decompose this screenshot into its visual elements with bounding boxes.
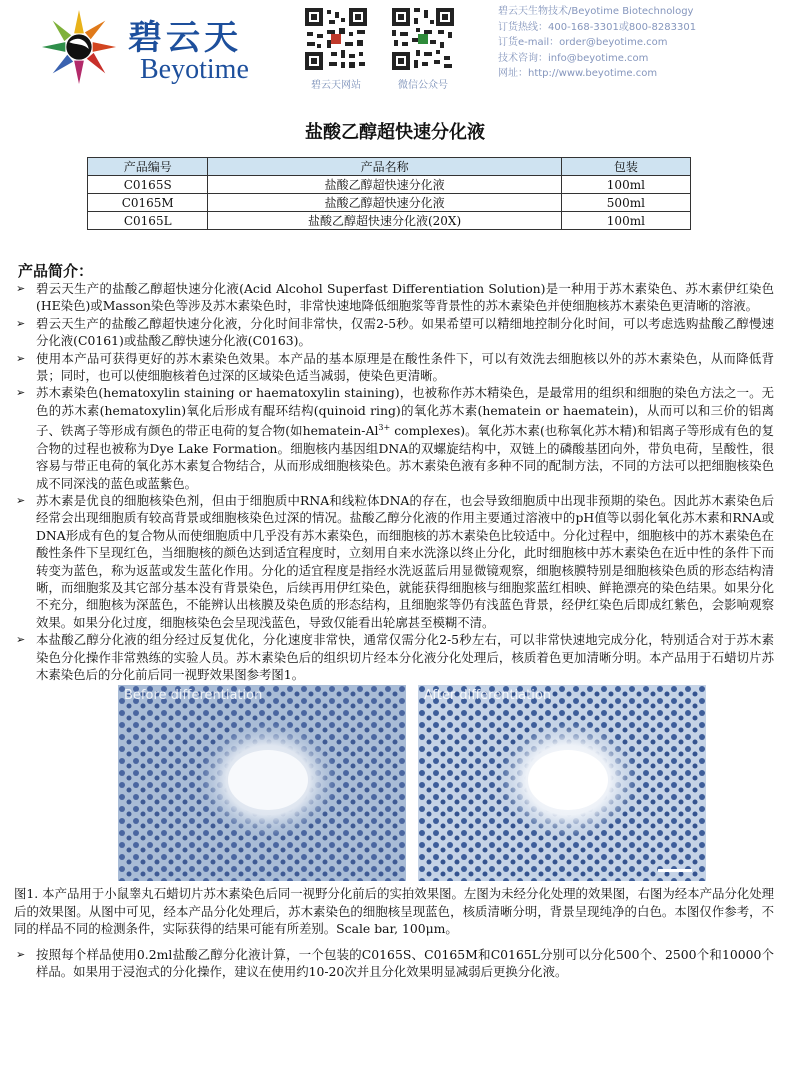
- cell-name: 盐酸乙醇超快速分化液: [208, 176, 561, 194]
- cell-name: 盐酸乙醇超快速分化液(20X): [208, 212, 561, 230]
- bullet-arrow-icon: ➢: [16, 351, 26, 365]
- intro-bullet: [14, 946, 774, 981]
- wechat-qr-code[interactable]: [390, 6, 456, 72]
- contact-info: [498, 4, 758, 82]
- bullet-arrow-icon: ➢: [16, 633, 26, 647]
- section-title-intro: 产品简介：: [18, 262, 94, 280]
- cell-code: C0165L: [88, 212, 208, 230]
- cell-package: 500ml: [561, 194, 690, 212]
- bullet-text: 苏木素染色(hematoxylin staining or haematoxylin staining)，也被称作苏木精染色，是最常用的组织和细胞的染色方法之一。无色的苏木素(hematoxylin)氧化后形成有醌环结构(quinoid ring)的氧化苏木素(hematein or haematein)，从而可以和三价的铝离子、铁离子等形成有颜色的带正电荷的复合物(如hematein-Al: [36, 385, 774, 439]
- website-qr-code[interactable]: [303, 6, 369, 72]
- table-row: [88, 194, 691, 212]
- brand-name-cn: 碧云天: [128, 18, 242, 58]
- intro-bullet: [14, 315, 774, 350]
- bullet-text: 苏木素是优良的细胞核染色剂，但由于细胞质中RNA和线粒体DNA的存在，也会导致细胞质中出现非预期的染色。因此苏木素染色后经常会出现细胞质有较高背景或细胞核染色过深的情况。盐酸乙醇分化液的作用主要通过溶液中的pH值等以弱化氧化苏木素和RNA或DNA形成有色的复合物从而使细胞质中几乎没有苏木素染色，而细胞核的苏木素染色比较适中。分化过程中，细胞核中的苏木素染色在酸性条件下呈现红色，当细胞核的颜色达到适宜程度时，立刻用自来水洗涤以终止分化，此时细胞核中苏木素染色在近中性的条件下而转变为蓝色，称为返蓝或发生蓝化作用。分化的适宜程度是指经水洗返蓝后用显微镜观察，细胞核膜特别是细胞核染色质的形态结构清晰，而细胞浆及其它部分基本没有背景染色，后续再用伊红染色，就能获得细胞核与细胞浆蓝红相映、鲜艳漂亮的染色结果。如果分化不充分，细胞核为深蓝色，不能辨认出核膜及染色质的形态结构，且细胞浆等仍有浅蓝色背景，经伊红染色后即成红紫色，会影响观察效果。如果分化过度，细胞核染色会呈现浅蓝色，导致仅能看出轮廓甚至模糊不清。: [36, 493, 774, 630]
- header: [0, 0, 790, 90]
- page-title: 盐酸乙醇超快速分化液: [305, 122, 485, 143]
- brand-name-en: Beyotime: [140, 54, 249, 85]
- superscript: 3+: [378, 423, 391, 433]
- product-table: [87, 157, 691, 230]
- intro-bullet: [14, 384, 774, 492]
- website-url[interactable]: 网址：http://www.beyotime.com: [498, 68, 658, 79]
- header-product-name: 产品名称: [208, 158, 561, 176]
- cell-package: 100ml: [561, 176, 690, 194]
- cell-code: C0165M: [88, 194, 208, 212]
- header-product-code: 产品编号: [88, 158, 208, 176]
- intro-bullet: [14, 350, 774, 385]
- bullet-text: complexes)。氧化苏木素(也称氧化苏木精)和铝离子等形成有色的复合物的过程也被称为Dye Lake Formation。细胞核内基因组DNA的双螺旋结构中，双链上的磷酸基团向外，带负电荷，呈酸性，很容易与带正电荷的氧化苏木素复合物结合，从而形成细胞核染色。苏木素染色液有多种不同的配制方法，不同的方法可以把细胞核染色成不同深浅的蓝色或蓝紫色。: [36, 423, 774, 491]
- order-hotline: 订货热线：400-168-3301或800-8283301: [498, 21, 697, 33]
- bullet-text: 本盐酸乙醇分化液的组分经过反复优化，分化速度非常快，通常仅需分化2-5秒左右，可以非常快速地完成分化，特别适合对于苏木素染色分化操作非常熟练的实验人员。苏木素染色后的组织切片经本分化液分化处理后，核质着色更加清晰分明。本产品用于石蜡切片苏木素染色后的分化前后同一视野效果图参考图1。: [36, 632, 774, 683]
- tissue-micrograph: [118, 685, 406, 881]
- intro-body: [14, 280, 774, 981]
- bullet-arrow-icon: ➢: [16, 947, 26, 961]
- before-differentiation-image: [118, 685, 406, 881]
- figure-1: [118, 685, 708, 881]
- tech-support-email[interactable]: 技术咨询：info@beyotime.com: [498, 52, 649, 64]
- figure-caption: 图1. 本产品用于小鼠睾丸石蜡切片苏木素染色后同一视野分化前后的实拍效果图。左图为未经分化处理的效果图，右图为经本产品分化处理后的效果图。从图中可见，经本产品分化处理后，苏木素染色的细胞核呈现蓝色，核质清晰分明，背景呈现纯净的白色。本图仅作参考，不同的样品不同的检测条件，实际获得的结果可能有所差别。Scale bar, 100μm。: [14, 886, 774, 937]
- bullet-text: 碧云天生产的盐酸乙醇超快速分化液(Acid Alcohol Superfast Differentiation Solution)是一种用于苏木素染色、苏木素伊红染色(HE染色)或Masson染色等涉及苏木素染色时，非常快速地降低细胞浆等背景性的苏木素染色并使细胞核苏木素染色更清晰的溶液。: [36, 281, 774, 314]
- bullet-arrow-icon: ➢: [16, 316, 26, 330]
- tissue-micrograph: [418, 685, 706, 881]
- before-label: Before differentiation: [124, 688, 263, 704]
- bullet-arrow-icon: ➢: [16, 282, 26, 295]
- table-row: [88, 212, 691, 230]
- beyotime-logo: [40, 8, 118, 86]
- table-row: [88, 176, 691, 194]
- table-header-row: [88, 158, 691, 176]
- cell-code: C0165S: [88, 176, 208, 194]
- cell-name: 盐酸乙醇超快速分化液: [208, 194, 561, 212]
- bullet-arrow-icon: ➢: [16, 494, 26, 507]
- bullet-text: 碧云天生产的盐酸乙醇超快速分化液，分化时间非常快，仅需2-5秒。如果希望可以精细地控制分化时间，可以考虑选购盐酸乙醇慢速分化液(C0161)或盐酸乙醇快速分化液(C0163)。: [36, 315, 774, 349]
- after-label: After differentiation: [424, 688, 552, 704]
- bullet-text: 按照每个样品使用0.2ml盐酸乙醇分化液计算，一个包装的C0165S、C0165M和C0165L分别可以分化500个、2500个和10000个样品。如果用于浸泡式的分化操作，建议在使用约10-20次并且分化效果明显减弱后更换分化液。: [36, 946, 774, 980]
- order-email[interactable]: 订货e-mail：order@beyotime.com: [498, 37, 668, 48]
- company-line: 碧云天生物技术/Beyotime Biotechnology: [498, 6, 694, 17]
- after-differentiation-image: [418, 685, 706, 881]
- intro-bullet: [14, 631, 774, 683]
- intro-bullet: [14, 280, 774, 315]
- intro-bullet: [14, 492, 774, 631]
- bullet-text: 使用本产品可获得更好的苏木素染色效果。本产品的基本原理是在酸性条件下，可以有效洗去细胞核以外的苏木素染色，从而降低背景；同时，也可以使细胞核着色过深的区域染色适当减弱，使染色更清晰。: [36, 350, 774, 384]
- bullet-arrow-icon: ➢: [16, 386, 26, 400]
- cell-package: 100ml: [561, 212, 690, 230]
- header-package: 包装: [561, 158, 690, 176]
- website-qr-caption: 碧云天网站: [311, 80, 361, 91]
- wechat-qr-caption: 微信公众号: [398, 80, 448, 91]
